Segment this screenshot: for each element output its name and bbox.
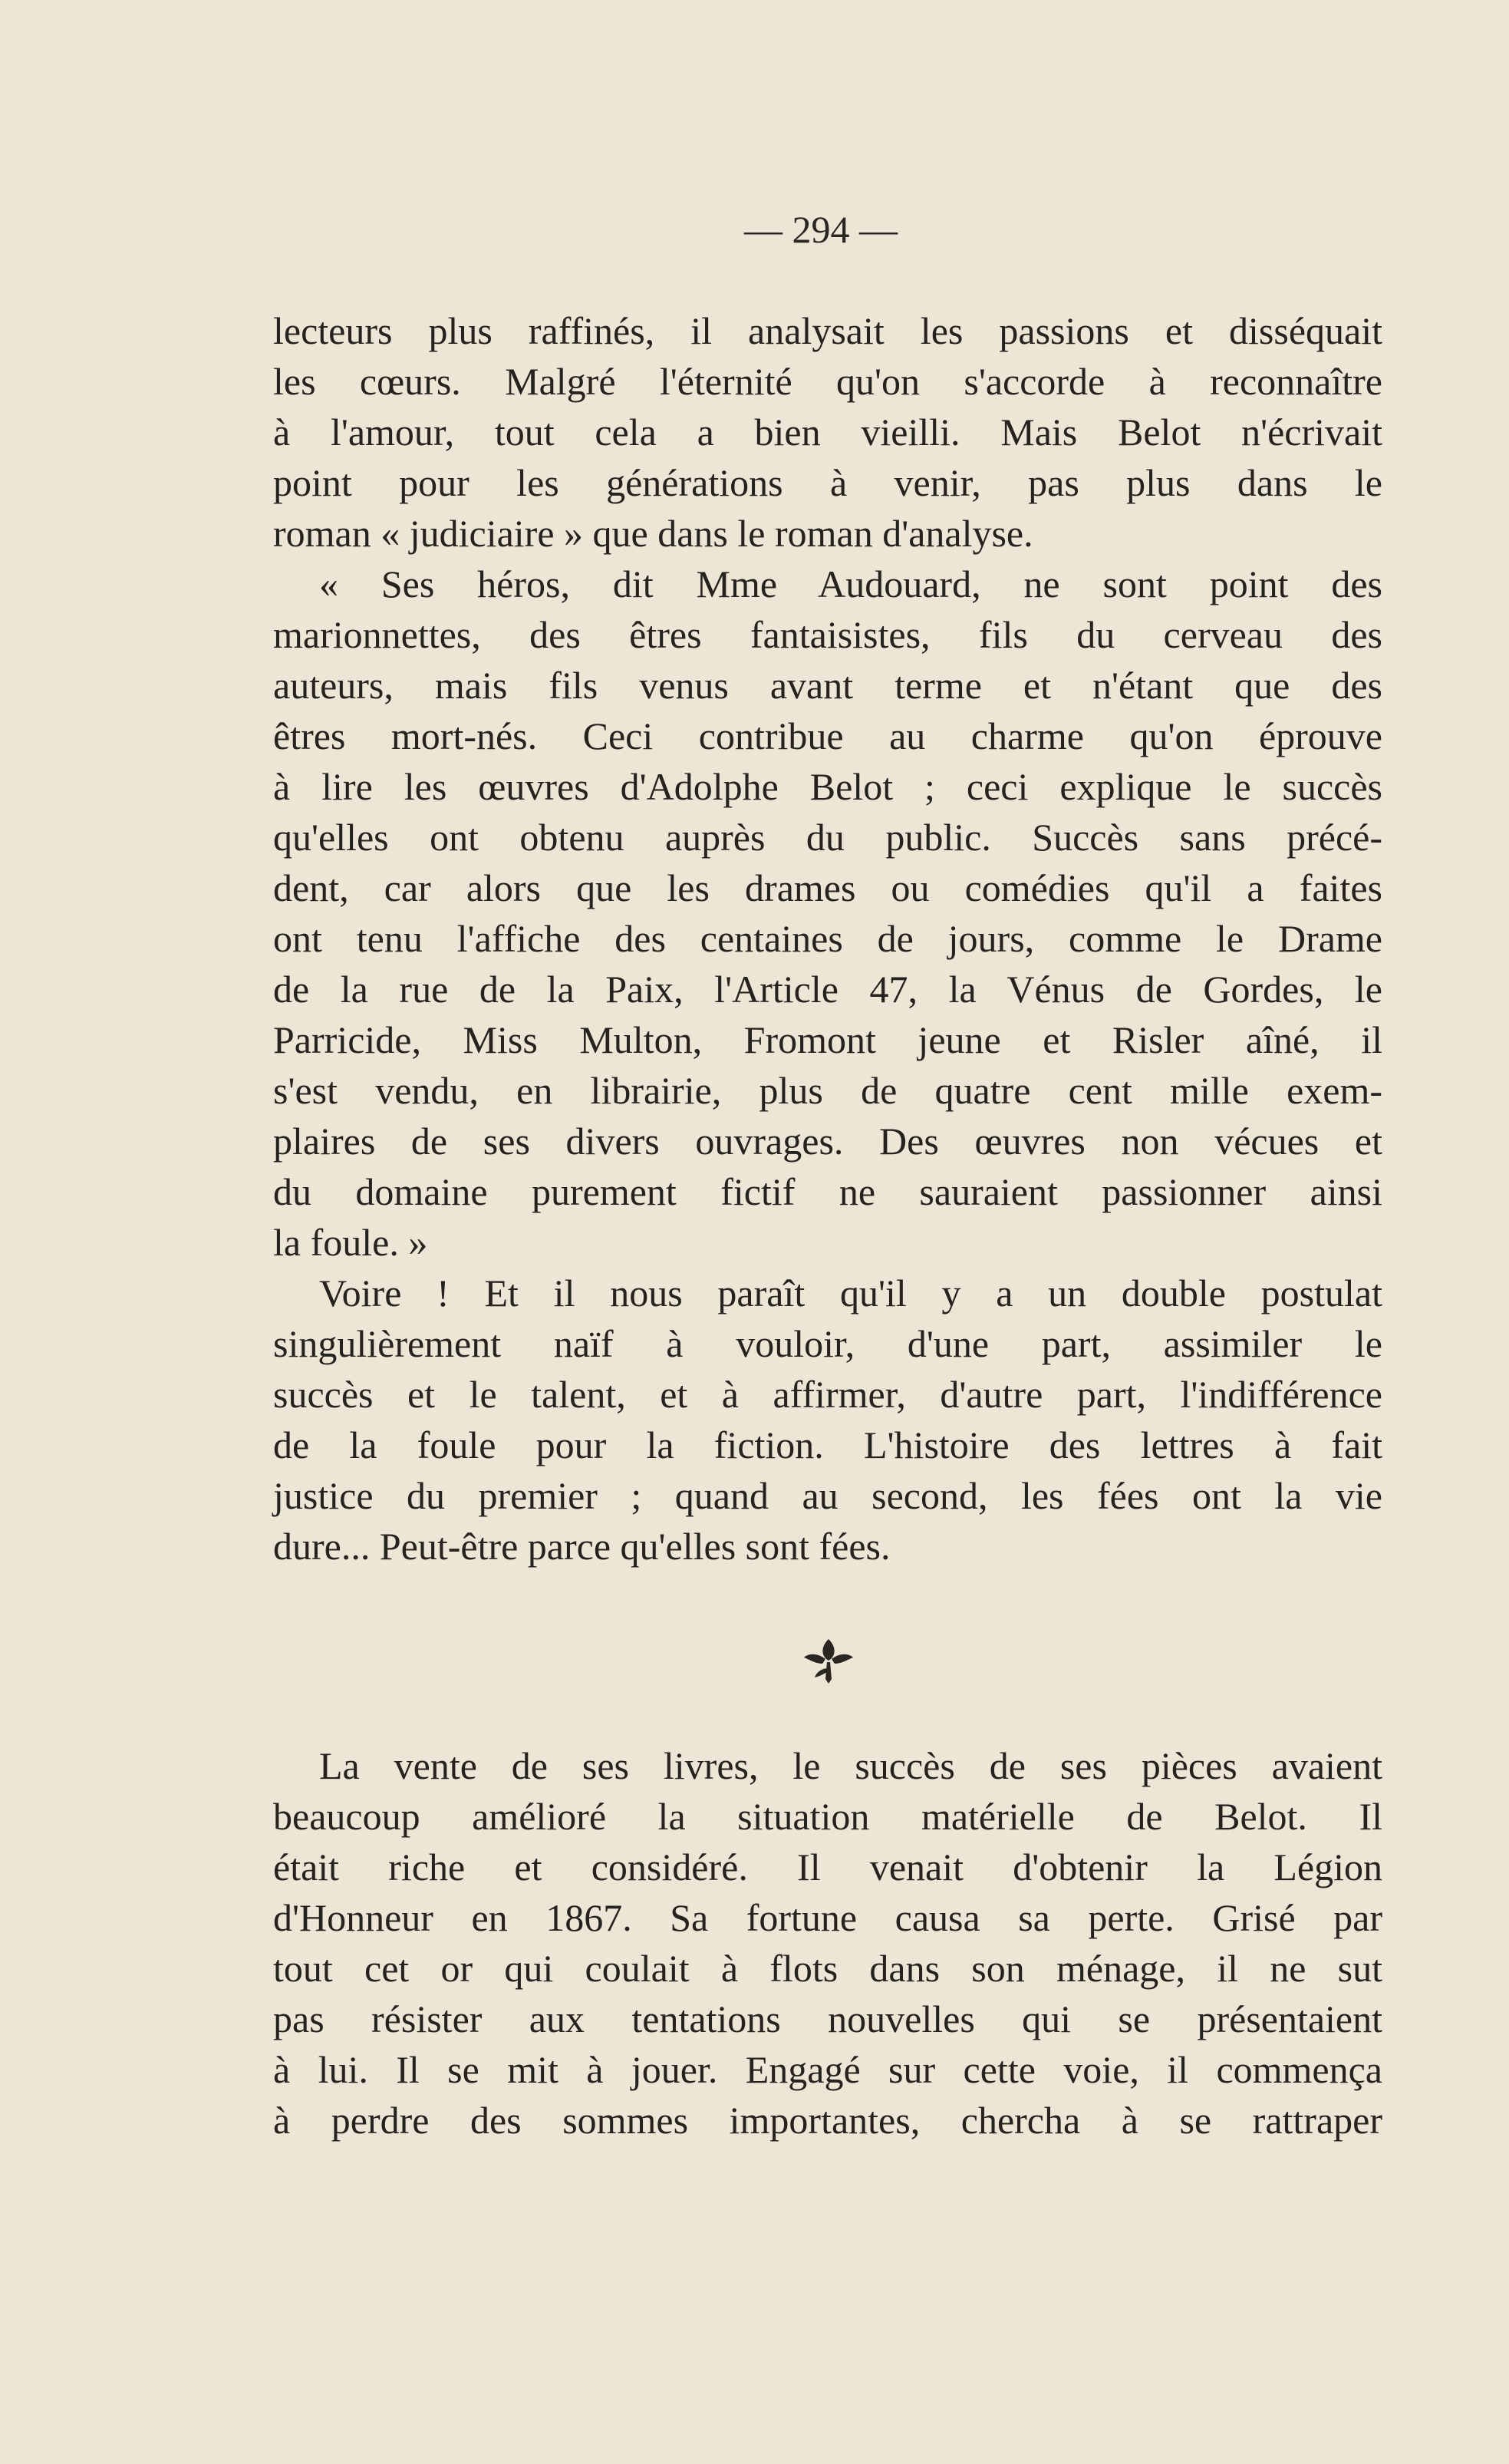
text-line: la foule. » [273,1221,428,1264]
text-line: de la rue de la Paix, l'Article 47, la Vénus de Gordes, le [273,968,1382,1011]
text-line: êtres mort-nés. Ceci contribue au charme qu'on éprouve [273,714,1382,757]
text-line: qu'elles ont obtenu auprès du public. Succès sans précé- [273,816,1382,859]
text-line: d'Honneur en 1867. Sa fortune causa sa perte. Grisé par [273,1896,1382,1939]
fleuron-icon [798,1633,859,1687]
text-line: dent, car alors que les drames ou comédies qu'il a faites [273,866,1382,909]
text-block-1 [273,305,1382,1572]
text-line: était riche et considéré. Il venait d'obtenir la Légion [273,1846,1382,1888]
text-line: beaucoup amélioré la situation matérielle de Belot. Il [273,1795,1382,1838]
text-line: à l'amour, tout cela a bien vieilli. Mais Belot n'écrivait [273,411,1382,454]
text-line: succès et le talent, et à affirmer, d'autre part, l'indifférence [273,1373,1382,1416]
text-line: ont tenu l'affiche des centaines de jours, comme le Drame [273,917,1382,960]
text-line: justice du premier ; quand au second, les fées ont la vie [273,1474,1382,1517]
text-line: « Ses héros, dit Mme Audouard, ne sont point des [319,562,1382,605]
text-line: La vente de ses livres, le succès de ses pièces avaient [319,1744,1382,1787]
text-line: auteurs, mais fils venus avant terme et n'étant que des [273,664,1382,707]
text-line: Parricide, Miss Multon, Fromont jeune et Risler aîné, il [273,1018,1382,1061]
text-line: Voire ! Et il nous paraît qu'il y a un double postulat [319,1272,1382,1314]
page-number: — 294 — [744,208,898,251]
text-line: singulièrement naïf à vouloir, d'une part, assimiler le [273,1322,1382,1365]
text-line: tout cet or qui coulait à flots dans son ménage, il ne sut [273,1947,1382,1990]
text-line: à lui. Il se mit à jouer. Engagé sur cette voie, il commença [273,2048,1382,2091]
text-line: plaires de ses divers ouvrages. Des œuvres non vécues et [273,1120,1382,1163]
text-line: du domaine purement fictif ne sauraient passionner ainsi [273,1170,1382,1213]
text-line: point pour les générations à venir, pas plus dans le [273,461,1382,504]
text-line: de la foule pour la fiction. L'histoire des lettres à fait [273,1423,1382,1466]
text-block-2 [273,1740,1382,2146]
text-line: lecteurs plus raffinés, il analysait les passions et disséquait [273,309,1382,352]
text-line: dure... Peut-être parce qu'elles sont fées. [273,1525,891,1568]
text-line: s'est vendu, en librairie, plus de quatre cent mille exem- [273,1069,1382,1112]
text-line: marionnettes, des êtres fantaisistes, fils du cerveau des [273,613,1382,656]
text-line: les cœurs. Malgré l'éternité qu'on s'accorde à reconnaître [273,360,1382,403]
text-line: à lire les œuvres d'Adolphe Belot ; ceci explique le succès [273,765,1382,808]
text-line: pas résister aux tentations nouvelles qui se présentaient [273,1997,1382,2040]
text-line: roman « judiciaire » que dans le roman d'analyse. [273,512,1033,555]
text-line: à perdre des sommes importantes, chercha à se rattraper [273,2099,1382,2142]
